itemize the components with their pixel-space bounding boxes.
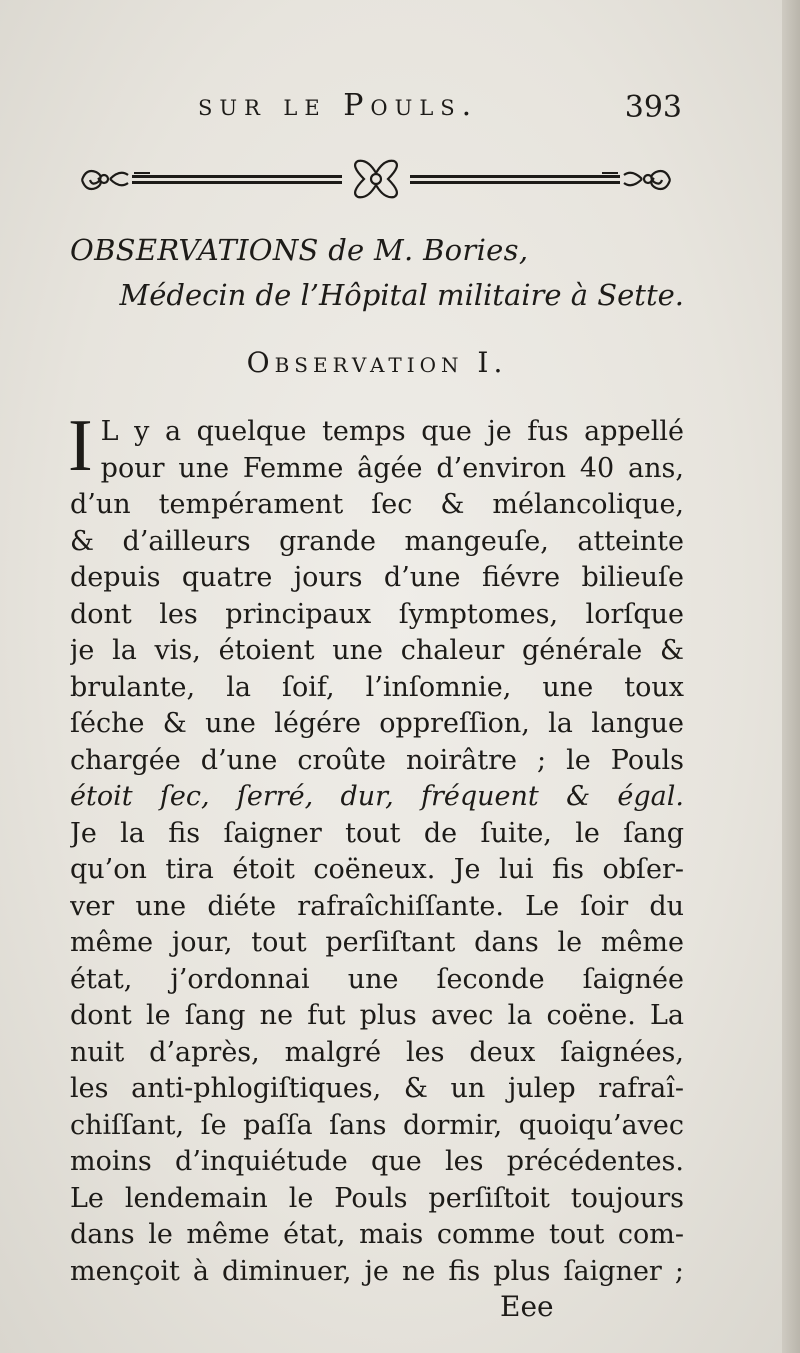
text-line: dans le même état, mais comme tout com- [70,1219,684,1250]
drop-cap: I [68,405,93,487]
text-line-1: L y a quelque temps que je fus appellé [100,416,684,447]
page-edge [782,0,800,1353]
text-line: même jour, tout perſiſtant dans le même [70,927,684,958]
body-text [68,405,684,1290]
heading-line-1: OBSERVATIONS de M. Bories, [70,233,529,267]
observation-title: Observation I. [246,346,508,379]
text-line: Le lendemain le Pouls perſiſtoit toujours [70,1182,684,1214]
text-line: état, j’ordonnai une ſeconde ſaignée [70,963,684,995]
text-line: nuit d’après, malgré les deux ſaignées, [70,1036,684,1068]
text-line: depuis quatre jours d’une fiévre bilieuſe [70,562,684,593]
running-title: sur le Pouls. [198,88,479,123]
text-line: & d’ailleurs grande mangeuſe, atteinte [70,525,684,557]
text-line: brulante, la ſoif, l’inſomnie, une toux [70,671,684,703]
text-line: moins d’inquiétude que les précédentes. [70,1146,684,1177]
section-heading [70,228,684,318]
text-line: chiſſant, ſe paſſa ſans dormir, quoiqu’avec [70,1109,684,1141]
page-number: 393 [624,90,682,125]
text-line: qu’on tira étoit coëneux. Je lui fis obſer- [70,854,684,885]
text-line: ver une diéte rafraîchiſſante. Le ſoir du [70,890,684,922]
text-line: je la vis, étoient une chaleur générale & [70,635,684,666]
text-line-2: pour une Femme âgée d’environ 40 ans, [100,452,684,484]
text-line: dont les principaux ſymptomes, lorſque [70,598,684,630]
text-line: étoit ſec, ſerré, dur, fréquent & égal. [70,781,684,812]
decorative-rule-icon [74,158,678,200]
heading-line-2: Médecin de l’Hôpital militaire à Sette. [119,278,684,312]
text-line: ſéche & une légére oppreſſion, la langue [70,708,684,739]
text-line: dont le ſang ne fut plus avec la coëne. La [70,1000,684,1031]
catchword: Eee [500,1290,554,1323]
running-head [70,88,682,128]
text-line: les anti-phlogiſtiques, & un julep rafraî- [70,1073,684,1104]
text-line: Je la fis ſaigner tout de ſuite, le ſang [70,817,684,849]
text-line: mençoit à diminuer, je ne fis plus ſaigner ; [70,1255,684,1287]
text-line: d’un tempérament ſec & mélancolique, [70,489,684,520]
text-line: chargée d’une croûte noirâtre ; le Pouls [70,744,684,776]
